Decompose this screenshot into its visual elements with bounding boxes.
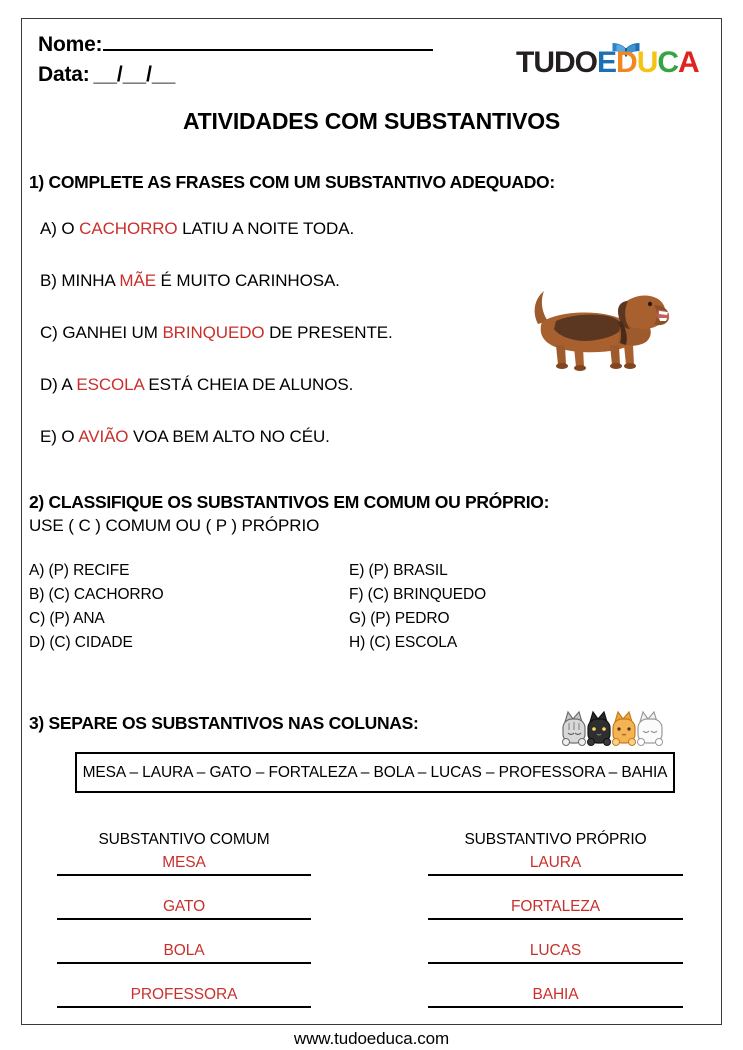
section-2-item-d: D) (C) CIDADE (29, 634, 133, 651)
section-1-item-c (40, 323, 393, 343)
answer-slot-comum-1[interactable] (57, 850, 311, 876)
section-2-item-c: C) (P) ANA (29, 610, 105, 627)
item-b-answer: MÃE (119, 271, 156, 290)
section-2-item-g: G) (P) PEDRO (349, 610, 450, 627)
name-field-rule[interactable] (103, 34, 433, 51)
answer-rule-proprio-2 (428, 918, 683, 920)
cats-illustration (557, 702, 679, 754)
item-c-prefix: C) GANHEI UM (40, 323, 163, 342)
column-header-comum: SUBSTANTIVO COMUM (98, 831, 270, 848)
section-2-heading: 2) CLASSIFIQUE OS SUBSTANTIVOS EM COMUM OU PRÓPRIO: (29, 492, 550, 512)
item-a-prefix: A) O (40, 219, 80, 238)
date-field-slots[interactable]: __/__/__ (93, 63, 176, 86)
section-1-item-d (40, 375, 353, 395)
answer-comum-2: GATO (162, 898, 206, 915)
section-1-heading: 1) COMPLETE AS FRASES COM UM SUBSTANTIVO ADEQUADO: (29, 172, 555, 192)
logo-letter-c: C (657, 46, 679, 79)
item-a-answer: CACHORRO (79, 219, 178, 238)
section-2-item-f: F) (C) BRINQUEDO (349, 586, 487, 603)
answer-rule-proprio-1 (428, 874, 683, 876)
answer-rule-proprio-4 (428, 1006, 683, 1008)
column-header-proprio: SUBSTANTIVO PRÓPRIO (464, 831, 647, 848)
section-2-item-a: A) (P) RECIFE (29, 562, 130, 579)
answer-slot-proprio-1[interactable] (428, 850, 683, 876)
answer-proprio-4: BAHIA (532, 986, 579, 1003)
answer-proprio-3: LUCAS (529, 942, 582, 959)
word-bank-text: MESA – LAURA – GATO – FORTALEZA – BOLA – LUCAS – PROFESSORA – BAHIA (82, 763, 668, 781)
answer-rule-comum-3 (57, 962, 311, 964)
answer-slot-proprio-2[interactable] (428, 894, 683, 920)
item-a-suffix: LATIU A NOITE TODA. (177, 219, 355, 238)
logo-wordmark (516, 48, 699, 78)
answer-comum-4: PROFESSORA (130, 986, 238, 1003)
section-2-item-e: E) (P) BRASIL (349, 562, 448, 579)
name-field-label: Nome: (38, 33, 103, 56)
logo-letter-a: A (678, 46, 699, 79)
answer-rule-comum-4 (57, 1006, 311, 1008)
logo-letters-tudo: TUDO (516, 46, 597, 79)
item-e-suffix: VOA BEM ALTO NO CÉU. (128, 427, 330, 446)
answer-proprio-1: LAURA (529, 854, 582, 871)
item-d-suffix: ESTÁ CHEIA DE ALUNOS. (143, 375, 354, 394)
answer-rule-proprio-3 (428, 962, 683, 964)
section-1-item-b (40, 271, 340, 291)
logo-letter-u: U (636, 46, 658, 79)
item-b-suffix: É MUITO CARINHOSA. (155, 271, 340, 290)
word-bank-box (75, 752, 675, 793)
dog-illustration (512, 277, 672, 372)
answer-slot-comum-2[interactable] (57, 894, 311, 920)
answer-slot-comum-4[interactable] (57, 982, 311, 1008)
answer-rule-comum-1 (57, 874, 311, 876)
date-field-label: Data: (38, 63, 90, 86)
section-1-item-a (40, 219, 354, 239)
worksheet-header (21, 18, 722, 98)
answer-rule-comum-2 (57, 918, 311, 920)
logo-letter-e: E (597, 46, 617, 79)
section-2-item-b: B) (C) CACHORRO (29, 586, 164, 603)
answer-slot-proprio-4[interactable] (428, 982, 683, 1008)
item-c-suffix: DE PRESENTE. (264, 323, 393, 342)
answer-comum-1: MESA (162, 854, 206, 871)
item-b-prefix: B) MINHA (40, 271, 120, 290)
section-2-item-h: H) (C) ESCOLA (349, 634, 458, 651)
footer-url[interactable]: www.tudoeduca.com (293, 1029, 450, 1048)
date-field-row (38, 63, 175, 87)
logo-letter-d: D (616, 46, 637, 79)
section-2-subheading: USE ( C ) COMUM OU ( P ) PRÓPRIO (29, 516, 320, 535)
answer-slot-comum-3[interactable] (57, 938, 311, 964)
answer-proprio-2: FORTALEZA (511, 898, 600, 915)
item-e-answer: AVIÃO (78, 427, 129, 446)
item-d-answer: ESCOLA (76, 375, 144, 394)
item-e-prefix: E) O (40, 427, 79, 446)
section-1-item-e (40, 427, 330, 447)
answer-slot-proprio-3[interactable] (428, 938, 683, 964)
name-field-row (38, 33, 433, 57)
section-3-heading: 3) SEPARE OS SUBSTANTIVOS NAS COLUNAS: (29, 713, 419, 733)
answer-comum-3: BOLA (163, 942, 205, 959)
item-c-answer: BRINQUEDO (162, 323, 265, 342)
item-d-prefix: D) A (40, 375, 77, 394)
tudoeduca-logo[interactable] (516, 40, 716, 88)
page-title: ATIVIDADES COM SUBSTANTIVOS (182, 108, 561, 134)
